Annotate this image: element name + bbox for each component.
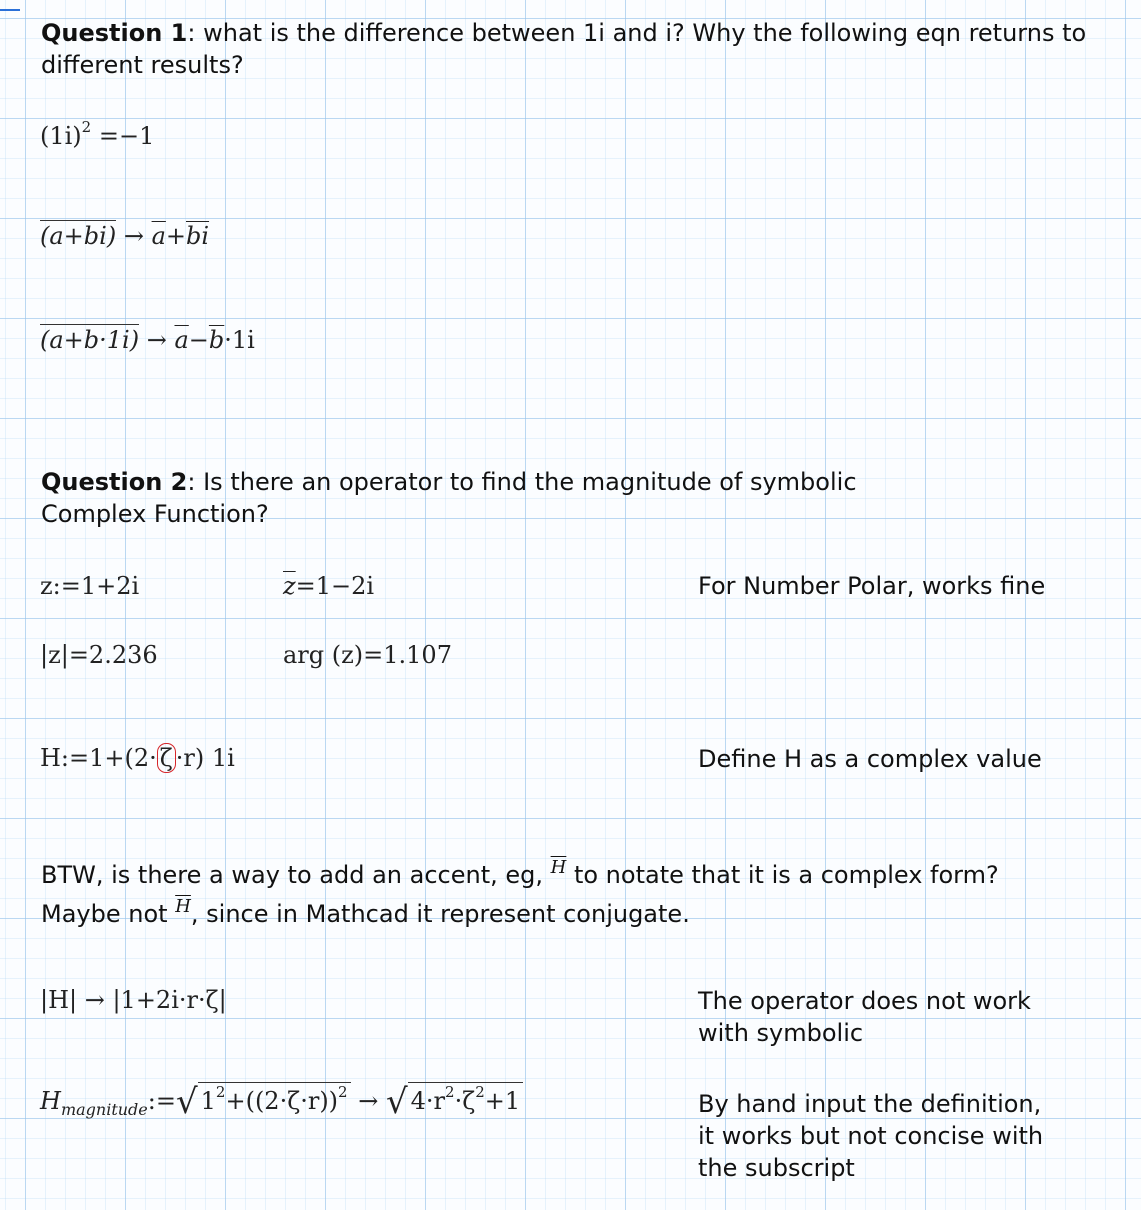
- question-1-text[interactable]: [41, 17, 1091, 81]
- zeta-symbol: ζ: [159, 744, 173, 772]
- note-operator[interactable]: The operator does not work with symbolic: [698, 987, 1031, 1047]
- eq2-rhs-bi: $\overline{bi}$: [186, 222, 210, 250]
- eq1-base: (1i): [40, 122, 82, 150]
- question-2-label: Question 2: [41, 468, 188, 496]
- note-byhand[interactable]: By hand input the definition, it works but not concise with the subscript: [698, 1090, 1044, 1182]
- note-define[interactable]: Define H as a complex value: [698, 745, 1042, 773]
- eq3-lhs: (a+b·1i): [40, 326, 140, 354]
- hmag-rad-one: 1: [200, 1087, 216, 1115]
- hmag-result: [408, 1082, 524, 1115]
- eq3-rhs-b: $\overline{b}$: [208, 326, 225, 354]
- h-magnitude-definition[interactable]: [40, 1082, 523, 1122]
- eq3-arrow: →: [146, 326, 167, 354]
- hmag-h: H: [40, 1087, 61, 1115]
- z-conjugate-result: =1−2i: [295, 572, 375, 600]
- eq2-rhs-plus: +: [165, 222, 186, 250]
- h-def-prefix: H:=1+(2·: [40, 744, 157, 772]
- accent-h-conjugate: $\overline{H}$: [175, 896, 191, 917]
- sqrt-icon: √: [175, 1082, 198, 1122]
- btw-line-2-pre: Maybe not: [41, 900, 176, 928]
- question-1-label: Question 1: [41, 19, 188, 47]
- question-1-body: : what is the difference between 1i and i? Why the following eqn returns to different results?: [41, 19, 1087, 79]
- hmag-assign: :=: [147, 1087, 176, 1115]
- hmag-res-b: ·ζ: [454, 1087, 476, 1115]
- hmag-arrow: →: [358, 1087, 379, 1115]
- hmag-res-c: +1: [484, 1087, 521, 1115]
- z-definition-expr: z:=1+2i: [40, 572, 140, 600]
- btw-line-2-post: , since in Mathcad it represent conjugate.: [190, 900, 690, 928]
- hmag-res-exp1: 2: [445, 1083, 455, 1101]
- sqrt-icon: √: [385, 1082, 408, 1122]
- h-definition[interactable]: [40, 744, 235, 772]
- eq1-result: =−1: [98, 122, 155, 150]
- h-magnitude-operator[interactable]: |H| → |1+2i·r·ζ|: [40, 986, 227, 1014]
- hmag-radicand: [198, 1082, 351, 1115]
- equation-conjugate-1i[interactable]: [40, 326, 255, 354]
- btw-line-2[interactable]: [41, 891, 1041, 930]
- eq3-rhs-minus: −: [188, 326, 209, 354]
- eq1-exponent: 2: [81, 118, 92, 136]
- eq2-arrow: →: [123, 222, 144, 250]
- question-2-body: : Is there an operator to find the magnitude of symbolic Complex Function?: [41, 468, 857, 528]
- btw-line-1[interactable]: [41, 852, 1041, 891]
- z-magnitude[interactable]: |z|=2.236: [40, 641, 158, 669]
- hmag-rad-exp2: 2: [338, 1083, 348, 1101]
- btw-line-1-post: to notate that it is a complex form?: [566, 861, 999, 889]
- z-conjugate-var: $\overline{z}$: [283, 572, 296, 600]
- zeta-error-box[interactable]: [157, 743, 176, 773]
- z-conjugate[interactable]: [283, 572, 374, 600]
- equation-1i-squared[interactable]: [40, 118, 154, 150]
- eq3-rhs-a: $\overline{a}$: [174, 326, 189, 354]
- hmag-res-a: 4·r: [410, 1087, 446, 1115]
- hmag-rad-exp1: 2: [215, 1083, 226, 1101]
- equation-conjugate-bi[interactable]: [40, 222, 209, 250]
- note-polar[interactable]: For Number Polar, works fine: [698, 572, 1046, 600]
- eq3-rhs-tail: ·1i: [224, 326, 255, 354]
- z-argument[interactable]: arg (z)=1.107: [283, 641, 452, 669]
- z-definition[interactable]: [40, 572, 139, 600]
- question-2-text[interactable]: [41, 466, 961, 530]
- eq2-lhs: (a+bi): [40, 222, 117, 250]
- hmag-rad-mid: +((2·ζ·r)): [225, 1087, 339, 1115]
- eq2-rhs-a: $\overline{a}$: [151, 222, 166, 250]
- h-def-suffix: ·r) 1i: [175, 744, 235, 772]
- region-marker: [0, 9, 20, 11]
- btw-line-1-pre: BTW, is there a way to add an accent, eg,: [41, 861, 551, 889]
- hmag-subscript: magnitude: [60, 1100, 148, 1119]
- accent-h-example: $\overline{H}$: [550, 857, 567, 878]
- hmag-res-exp2: 2: [475, 1083, 485, 1101]
